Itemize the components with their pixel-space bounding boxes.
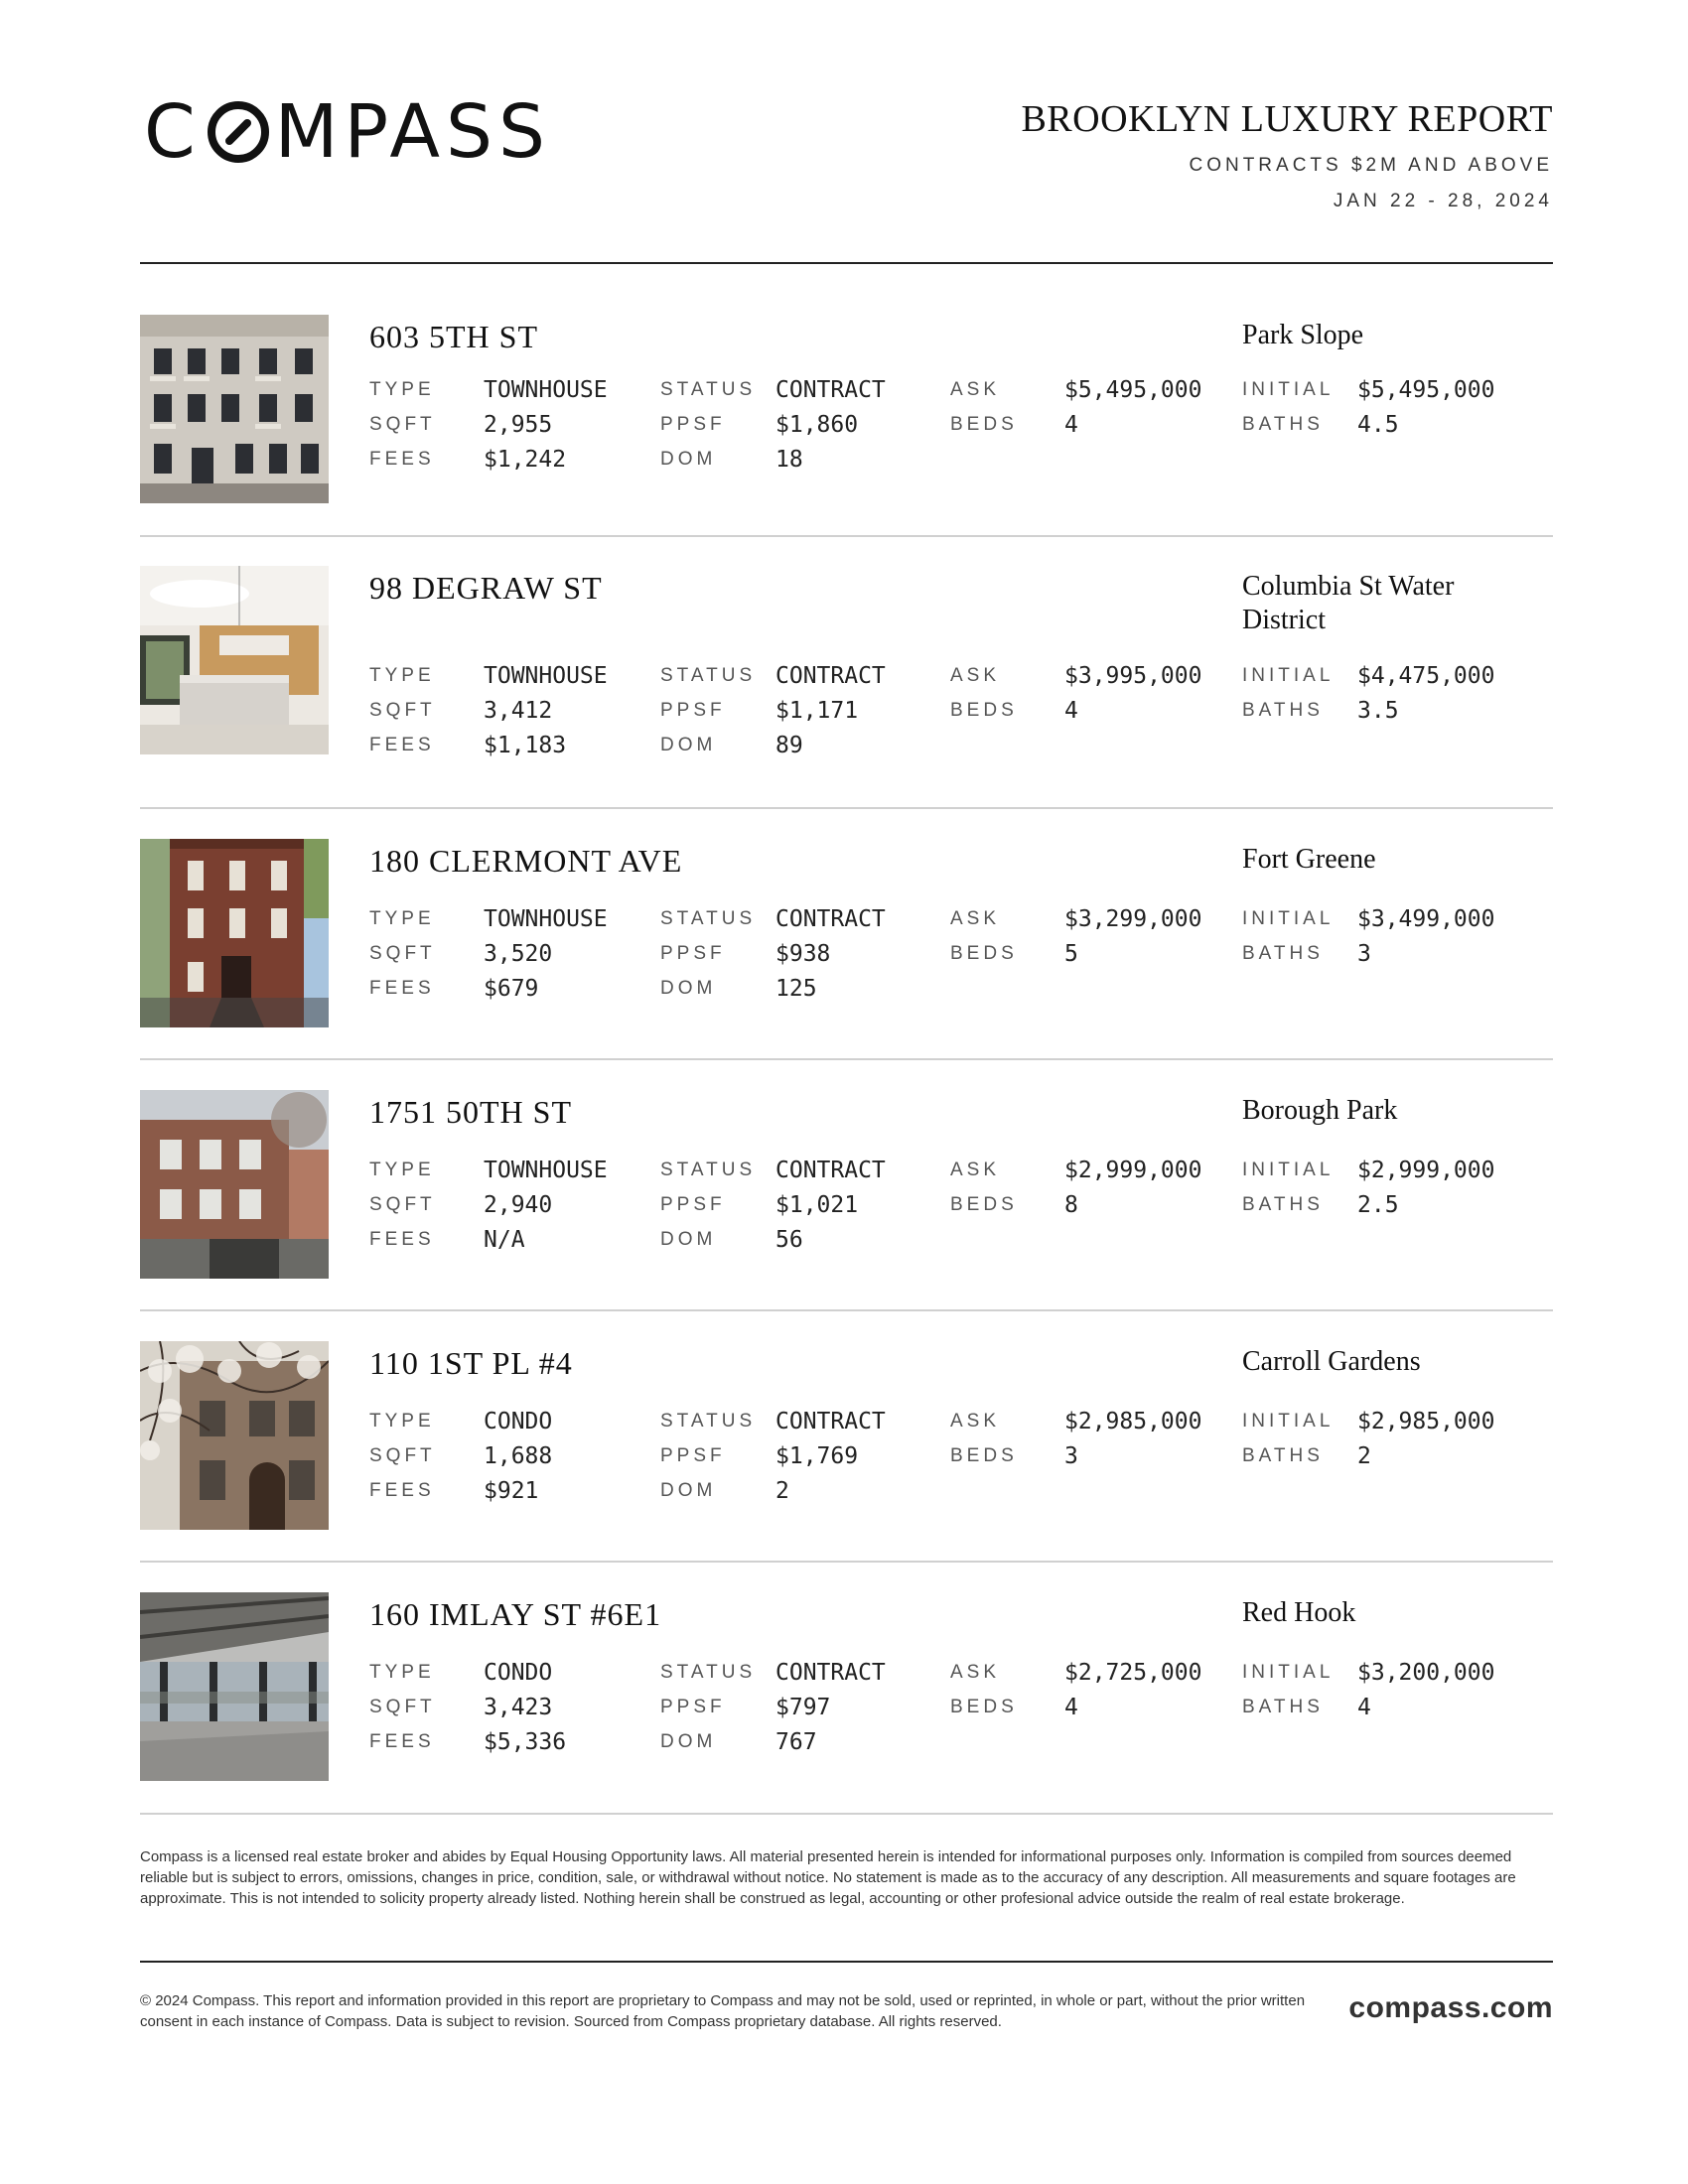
- status-label: STATUS: [660, 379, 757, 400]
- ppsf-value: $1,769: [775, 1443, 859, 1469]
- listing-photo: [140, 1592, 329, 1781]
- listing-address: 180 CLERMONT AVE: [369, 843, 683, 879]
- initial-label: INITIAL: [1242, 379, 1335, 400]
- listing-address: 98 DEGRAW ST: [369, 570, 603, 606]
- fees-value: $1,242: [484, 447, 567, 473]
- baths-label: BATHS: [1242, 1194, 1324, 1215]
- fees-value: $1,183: [484, 733, 567, 758]
- status-value: CONTRACT: [775, 663, 886, 689]
- baths-label: BATHS: [1242, 1697, 1324, 1717]
- sqft-label: SQFT: [369, 943, 436, 964]
- status-value: CONTRACT: [775, 377, 886, 403]
- initial-value: $2,999,000: [1357, 1158, 1495, 1183]
- beds-label: BEDS: [950, 1445, 1018, 1466]
- ppsf-value: $1,860: [775, 412, 859, 438]
- status-label: STATUS: [660, 1160, 757, 1180]
- listing-neighborhood: Park Slope: [1242, 320, 1364, 350]
- status-value: CONTRACT: [775, 1158, 886, 1183]
- listing-neighborhood: Fort Greene: [1242, 844, 1376, 875]
- beds-label: BEDS: [950, 414, 1018, 435]
- report-title: BROOKLYN LUXURY REPORT: [1021, 98, 1553, 140]
- ask-value: $2,999,000: [1064, 1158, 1202, 1183]
- sqft-value: 3,423: [484, 1695, 553, 1720]
- type-value: TOWNHOUSE: [484, 906, 608, 932]
- beds-label: BEDS: [950, 1697, 1018, 1717]
- beds-label: BEDS: [950, 700, 1018, 721]
- dom-value: 56: [775, 1227, 803, 1253]
- fees-value: $921: [484, 1478, 539, 1504]
- baths-value: 3: [1357, 941, 1371, 967]
- ask-label: ASK: [950, 1411, 1001, 1432]
- header-divider: [140, 262, 1553, 264]
- dom-value: 767: [775, 1729, 817, 1755]
- status-value: CONTRACT: [775, 1409, 886, 1434]
- ppsf-value: $797: [775, 1695, 831, 1720]
- footer-divider: [140, 1961, 1553, 1963]
- report-date-range: JAN 22 - 28, 2024: [1333, 191, 1553, 211]
- brownstone-with-trees-image: [140, 1341, 329, 1530]
- type-label: TYPE: [369, 379, 435, 400]
- type-label: TYPE: [369, 1160, 435, 1180]
- fees-label: FEES: [369, 978, 435, 999]
- type-label: TYPE: [369, 1411, 435, 1432]
- brick-house-image: [140, 1090, 329, 1279]
- initial-value: $3,200,000: [1357, 1660, 1495, 1686]
- ask-label: ASK: [950, 379, 1001, 400]
- baths-value: 4: [1357, 1695, 1371, 1720]
- ask-label: ASK: [950, 1662, 1001, 1683]
- compass-o-icon: [206, 99, 271, 165]
- status-label: STATUS: [660, 1411, 757, 1432]
- ask-value: $3,995,000: [1064, 663, 1202, 689]
- beds-value: 4: [1064, 698, 1078, 724]
- copyright-notice: © 2024 Compass. This report and information provided in this report are proprietary to Compass and may not be sold, used or reprinted, in whole or part, without the prior written consent in each instance of Compass. Data is subject to revision. Sourced from Compass proprietary database. All rights reserved.: [140, 1992, 1306, 2030]
- ppsf-label: PPSF: [660, 1697, 726, 1717]
- dom-label: DOM: [660, 1731, 717, 1752]
- listing-separator: [140, 535, 1553, 537]
- status-value: CONTRACT: [775, 1660, 886, 1686]
- listing-separator: [140, 1813, 1553, 1815]
- sqft-value: 2,955: [484, 412, 553, 438]
- dom-value: 18: [775, 447, 803, 473]
- type-value: CONDO: [484, 1409, 553, 1434]
- ppsf-label: PPSF: [660, 1445, 726, 1466]
- baths-value: 2.5: [1357, 1192, 1399, 1218]
- dom-label: DOM: [660, 1229, 717, 1250]
- sqft-value: 3,520: [484, 941, 553, 967]
- baths-value: 2: [1357, 1443, 1371, 1469]
- listing-photo: [140, 315, 329, 503]
- fees-label: FEES: [369, 449, 435, 470]
- status-label: STATUS: [660, 908, 757, 929]
- dom-value: 125: [775, 976, 817, 1002]
- type-value: TOWNHOUSE: [484, 377, 608, 403]
- ask-value: $3,299,000: [1064, 906, 1202, 932]
- fees-label: FEES: [369, 1229, 435, 1250]
- initial-value: $2,985,000: [1357, 1409, 1495, 1434]
- dom-label: DOM: [660, 978, 717, 999]
- type-label: TYPE: [369, 665, 435, 686]
- ask-label: ASK: [950, 1160, 1001, 1180]
- website-link[interactable]: compass.com: [1348, 1991, 1553, 2024]
- baths-label: BATHS: [1242, 1445, 1324, 1466]
- listing-separator: [140, 807, 1553, 809]
- listing-separator: [140, 1561, 1553, 1563]
- modern-kitchen-image: [140, 566, 329, 754]
- ask-value: $5,495,000: [1064, 377, 1202, 403]
- initial-value: $4,475,000: [1357, 663, 1495, 689]
- initial-value: $3,499,000: [1357, 906, 1495, 932]
- baths-label: BATHS: [1242, 700, 1324, 721]
- ask-value: $2,725,000: [1064, 1660, 1202, 1686]
- dom-label: DOM: [660, 735, 717, 755]
- type-value: CONDO: [484, 1660, 553, 1686]
- status-value: CONTRACT: [775, 906, 886, 932]
- baths-label: BATHS: [1242, 943, 1324, 964]
- initial-label: INITIAL: [1242, 665, 1335, 686]
- dom-label: DOM: [660, 1480, 717, 1501]
- listing-photo: [140, 839, 329, 1027]
- type-value: TOWNHOUSE: [484, 1158, 608, 1183]
- listing-address: 1751 50TH ST: [369, 1094, 572, 1130]
- sqft-label: SQFT: [369, 1697, 436, 1717]
- ask-label: ASK: [950, 908, 1001, 929]
- ask-label: ASK: [950, 665, 1001, 686]
- listing-photo: [140, 566, 329, 754]
- status-label: STATUS: [660, 1662, 757, 1683]
- listing-neighborhood: Red Hook: [1242, 1597, 1356, 1628]
- ppsf-label: PPSF: [660, 700, 726, 721]
- sqft-value: 1,688: [484, 1443, 553, 1469]
- beds-value: 4: [1064, 412, 1078, 438]
- type-label: TYPE: [369, 908, 435, 929]
- initial-label: INITIAL: [1242, 1662, 1335, 1683]
- baths-label: BATHS: [1242, 414, 1324, 435]
- type-value: TOWNHOUSE: [484, 663, 608, 689]
- status-label: STATUS: [660, 665, 757, 686]
- baths-value: 3.5: [1357, 698, 1399, 724]
- baths-value: 4.5: [1357, 412, 1399, 438]
- listing-address: 110 1ST PL #4: [369, 1345, 573, 1381]
- legal-disclaimer: Compass is a licensed real estate broker and abides by Equal Housing Opportunity laws. All material presented herein is intended for informational purposes only. Information is compiled from sources deemed reliable but is subject to errors, omissions, changes in price, condition, sale, or withdrawal without notice. No statement is made as to the accuracy of any description. All measurements and square footages are approximate. This is not intended to solicity property already listed. Nothing herein shall be construed as legal, accounting or other profesional advice outside the realm of real estate brokerage.: [140, 1848, 1516, 1907]
- sqft-label: SQFT: [369, 1194, 436, 1215]
- initial-label: INITIAL: [1242, 1411, 1335, 1432]
- initial-value: $5,495,000: [1357, 377, 1495, 403]
- sqft-label: SQFT: [369, 1445, 436, 1466]
- listing-photo: [140, 1090, 329, 1279]
- listing-neighborhood: Borough Park: [1242, 1095, 1398, 1126]
- listing-separator: [140, 1058, 1553, 1060]
- beds-value: 5: [1064, 941, 1078, 967]
- fees-value: $5,336: [484, 1729, 567, 1755]
- report-subtitle: CONTRACTS $2M AND ABOVE: [1189, 155, 1553, 176]
- listing-address: 160 IMLAY ST #6E1: [369, 1596, 662, 1632]
- listing-photo: [140, 1341, 329, 1530]
- sqft-label: SQFT: [369, 700, 436, 721]
- ppsf-value: $1,171: [775, 698, 859, 724]
- dom-label: DOM: [660, 449, 717, 470]
- beds-value: 4: [1064, 1695, 1078, 1720]
- listing-neighborhood: Carroll Gardens: [1242, 1346, 1421, 1377]
- sqft-value: 2,940: [484, 1192, 553, 1218]
- beds-label: BEDS: [950, 1194, 1018, 1215]
- type-label: TYPE: [369, 1662, 435, 1683]
- fees-value: $679: [484, 976, 539, 1002]
- brownstone-exterior-image: [140, 839, 329, 1027]
- ppsf-value: $1,021: [775, 1192, 859, 1218]
- fees-label: FEES: [369, 1731, 435, 1752]
- dom-value: 89: [775, 733, 803, 758]
- listing-address: 603 5TH ST: [369, 319, 538, 354]
- beds-label: BEDS: [950, 943, 1018, 964]
- fees-label: FEES: [369, 1480, 435, 1501]
- ppsf-label: PPSF: [660, 414, 726, 435]
- listing-neighborhood: Columbia St Water District: [1242, 571, 1455, 635]
- ppsf-value: $938: [775, 941, 831, 967]
- beds-value: 8: [1064, 1192, 1078, 1218]
- ppsf-label: PPSF: [660, 943, 726, 964]
- beds-value: 3: [1064, 1443, 1078, 1469]
- compass-logo: C MPASS: [144, 89, 551, 175]
- initial-label: INITIAL: [1242, 1160, 1335, 1180]
- fees-value: N/A: [484, 1227, 525, 1253]
- ask-value: $2,985,000: [1064, 1409, 1202, 1434]
- ppsf-label: PPSF: [660, 1194, 726, 1215]
- initial-label: INITIAL: [1242, 908, 1335, 929]
- sqft-label: SQFT: [369, 414, 436, 435]
- loft-interior-image: [140, 1592, 329, 1781]
- listing-separator: [140, 1309, 1553, 1311]
- fees-label: FEES: [369, 735, 435, 755]
- dom-value: 2: [775, 1478, 789, 1504]
- sqft-value: 3,412: [484, 698, 553, 724]
- limestone-townhouse-image: [140, 315, 329, 503]
